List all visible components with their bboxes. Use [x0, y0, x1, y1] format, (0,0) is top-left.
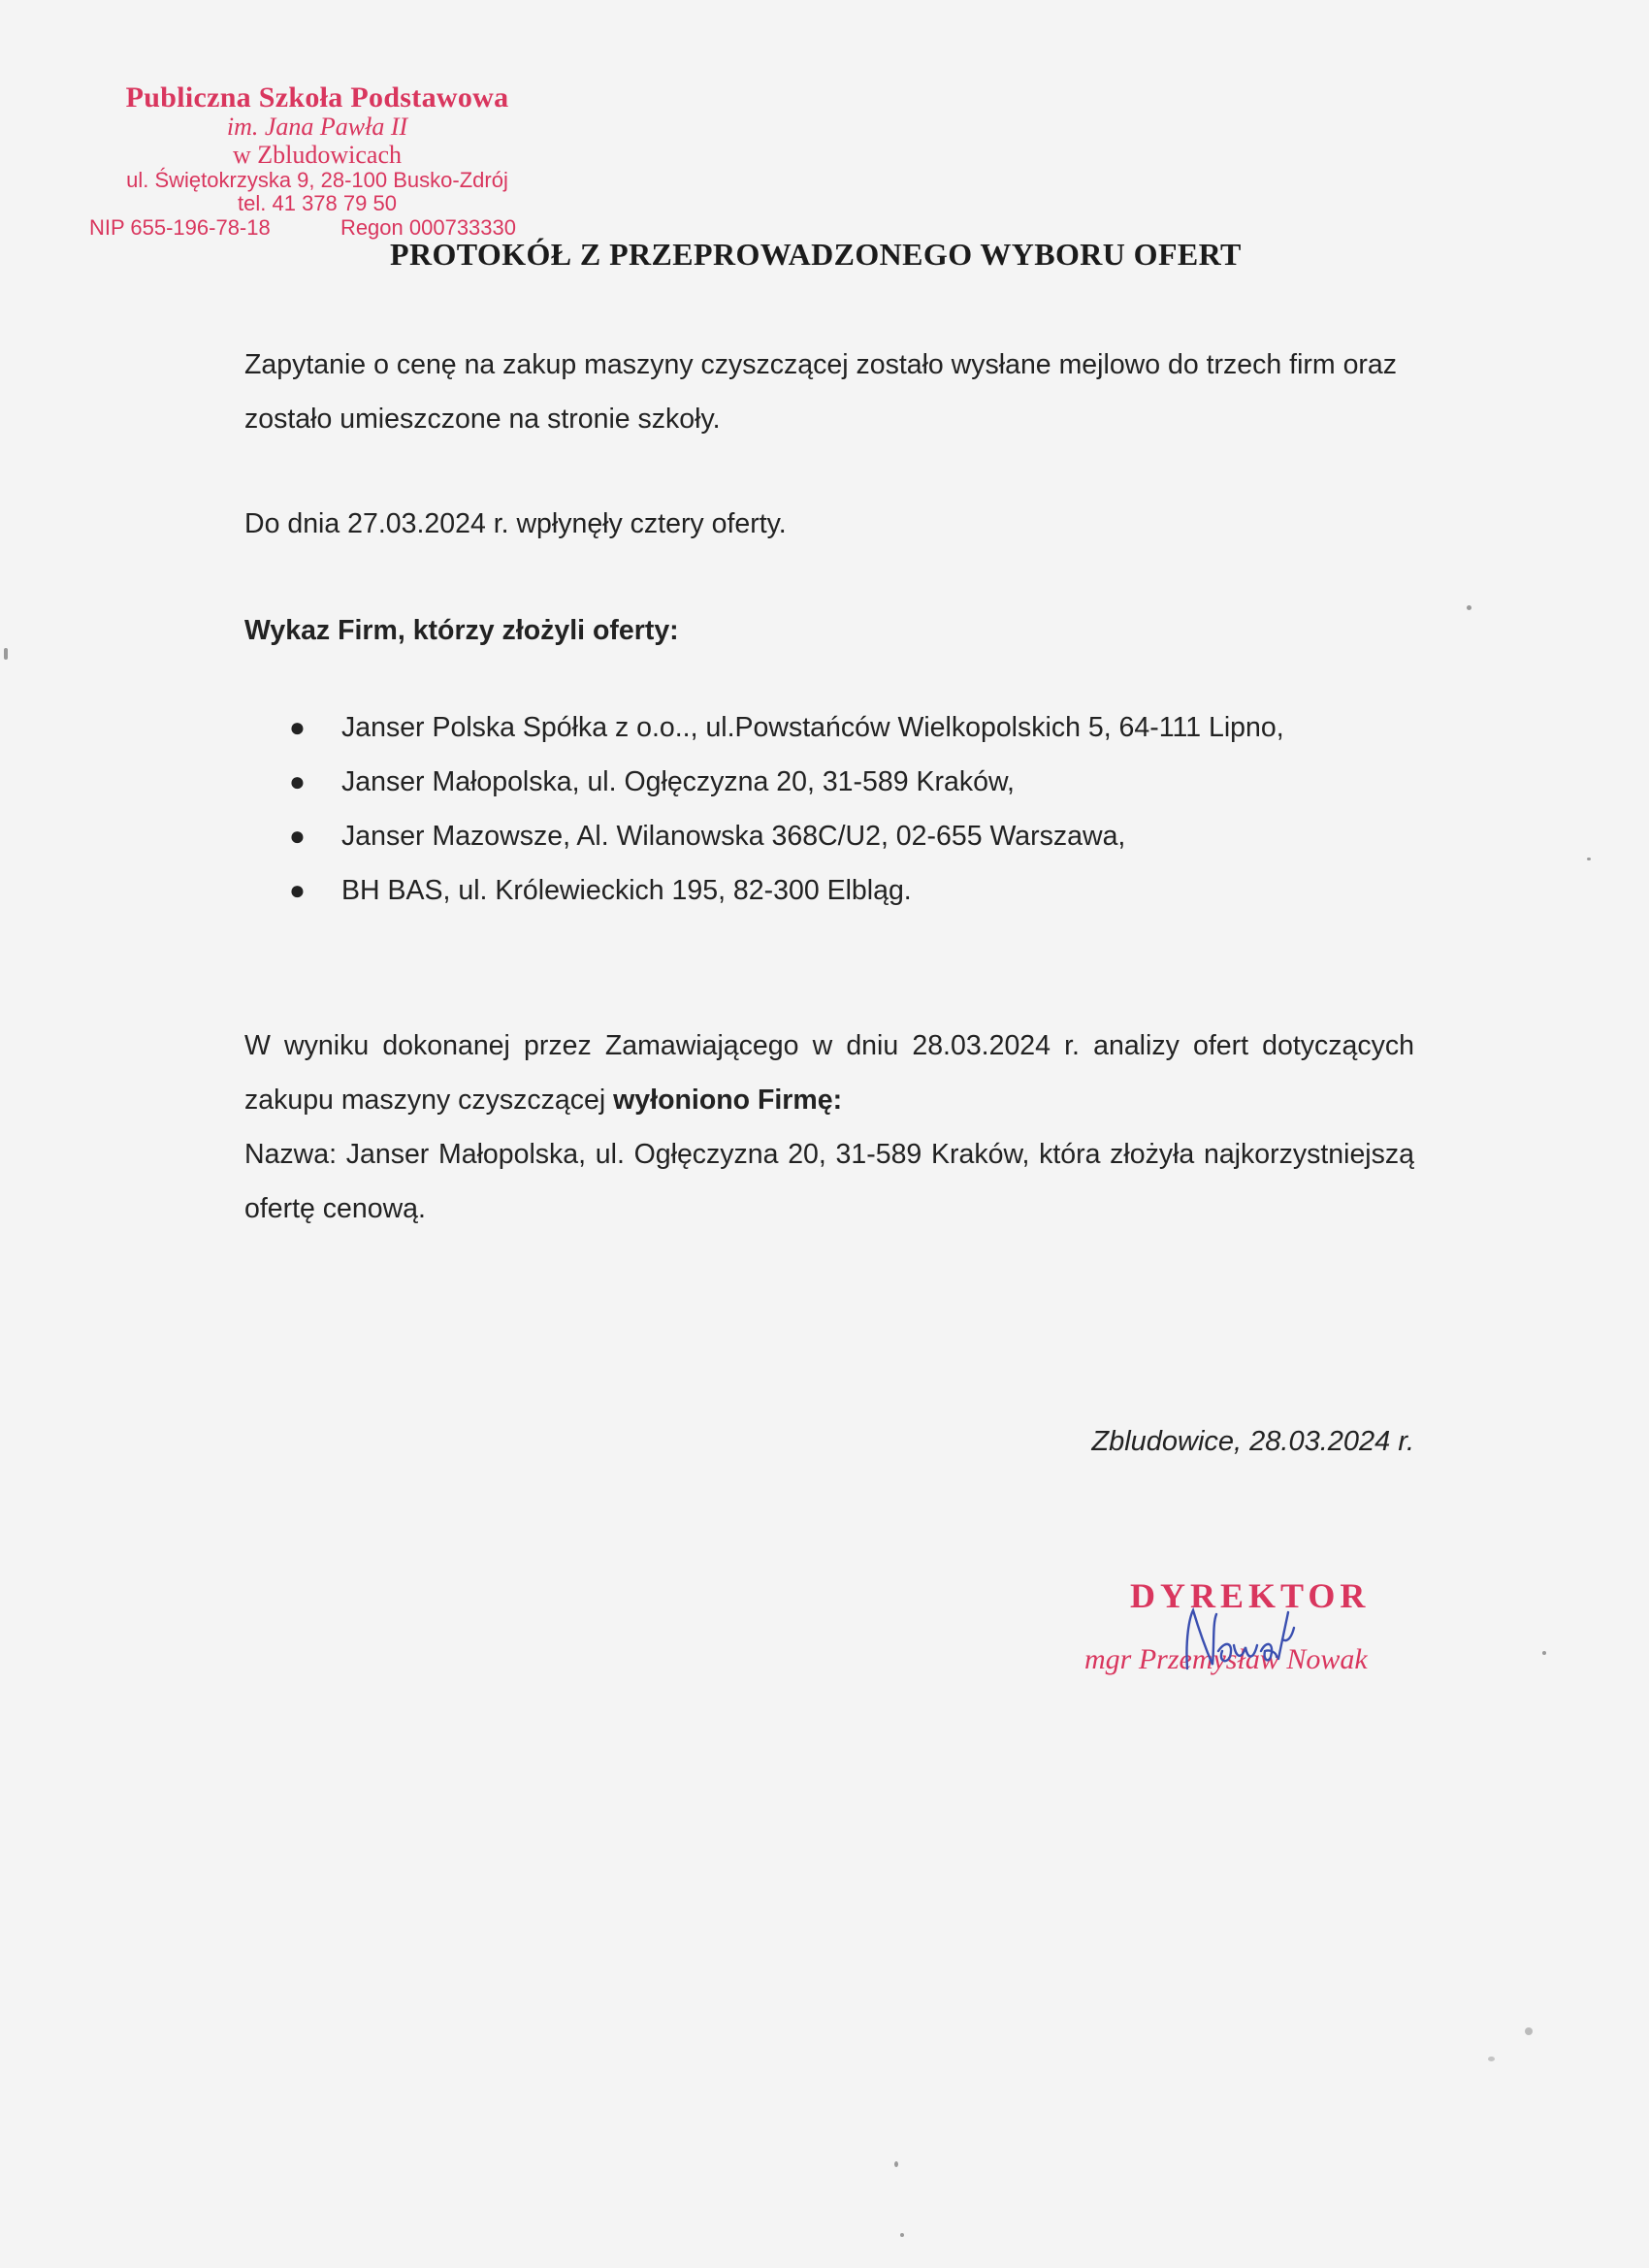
bullet-icon: ● — [289, 821, 306, 851]
stamp-location: w Zbludowicach — [232, 140, 402, 169]
paragraph-offers-count: Do dnia 27.03.2024 r. wpłynęły cztery oferty. — [244, 508, 787, 539]
scan-speck — [1525, 2027, 1533, 2035]
scan-speck — [900, 2233, 904, 2237]
scan-speck — [1488, 2057, 1495, 2061]
firm-entry: Janser Polska Spółka z o.o.., ul.Powstańców Wielkopolskich 5, 64-111 Lipno, — [341, 712, 1284, 743]
paragraph-inquiry: Zapytanie o cenę na zakup maszyny czyszczącej zostało wysłane mejlowo do trzech firm oraz zostało umieszczone na stronie szkoły. — [244, 349, 1398, 435]
stamp-phone: tel. 41 378 79 50 — [238, 191, 397, 216]
stamp-address: ul. Świętokrzyska 9, 28-100 Busko-Zdrój — [126, 168, 508, 193]
signature-name: mgr Przemysław Nowak — [1084, 1643, 1368, 1675]
bullet-icon: ● — [289, 875, 306, 905]
paragraph-result — [244, 1019, 1414, 1236]
signature-block — [1067, 1562, 1436, 1698]
scan-speck — [1467, 605, 1471, 610]
place-date: Zbludowice, 28.03.2024 r. — [1091, 1426, 1414, 1457]
list-item — [244, 700, 1414, 755]
firm-entry: Janser Mazowsze, Al. Wilanowska 368C/U2, 02-655 Warszawa, — [341, 821, 1126, 852]
bullet-icon: ● — [289, 712, 306, 742]
result-intro: W wyniku dokonanej przez Zamawiającego w dniu 28.03.2024 r. analizy ofert dotyczących zakupu maszyny czyszczącej — [244, 1030, 1414, 1116]
list-item — [244, 863, 1414, 918]
document-title: PROTOKÓŁ Z PRZEPROWADZONEGO WYBORU OFERT — [390, 237, 1242, 272]
stamp-patron: im. Jana Pawła II — [226, 113, 408, 141]
scan-speck — [1587, 858, 1591, 860]
stamp-regon: Regon 000733330 — [340, 214, 516, 240]
list-item — [244, 755, 1414, 809]
scan-speck — [894, 2161, 898, 2167]
result-winner: Nazwa: Janser Małopolska, ul. Ogłęczyzna 20, 31-589 Kraków, która złożyła najkorzystniejszą ofertę cenową. — [244, 1139, 1414, 1224]
list-item — [244, 809, 1414, 863]
signature-role: DYREKTOR — [1130, 1576, 1371, 1615]
handwritten-signature — [1174, 1601, 1300, 1688]
firms-list-heading: Wykaz Firm, którzy złożyli oferty: — [244, 615, 679, 646]
scan-speck — [1542, 1651, 1546, 1655]
scan-speck — [4, 648, 8, 660]
firm-entry: Janser Małopolska, ul. Ogłęczyzna 20, 31-589 Kraków, — [341, 766, 1015, 797]
result-selected-label: wyłoniono Firmę: — [613, 1085, 843, 1116]
bullet-icon: ● — [289, 766, 306, 796]
firms-list — [244, 700, 1414, 918]
stamp-nip: NIP 655-196-78-18 — [89, 214, 271, 240]
school-stamp — [89, 81, 545, 240]
stamp-school-name: Publiczna Szkoła Podstawowa — [125, 81, 509, 113]
firm-entry: BH BAS, ul. Królewieckich 195, 82-300 Elbląg. — [341, 875, 912, 906]
